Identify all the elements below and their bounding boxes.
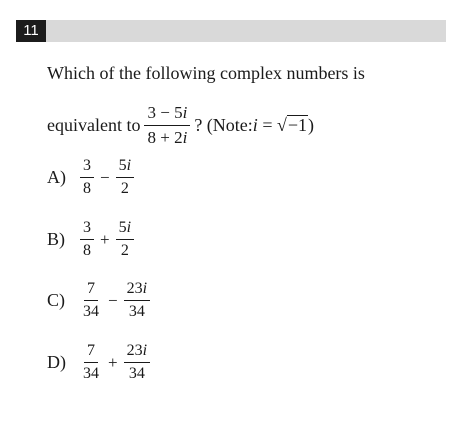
choice-c[interactable] (47, 280, 155, 322)
choice-fraction-2 (124, 342, 150, 384)
question-number: 11 (16, 20, 46, 42)
choice-d[interactable] (47, 342, 155, 384)
denominator: 8 (83, 180, 91, 198)
operator: − (100, 167, 110, 187)
denominator: 34 (128, 303, 145, 321)
numerator: 3 (80, 157, 94, 178)
numerator: 3 (80, 219, 94, 240)
question-stem-line1: Which of the following complex numbers is (47, 63, 365, 83)
denominator: 34 (83, 303, 99, 321)
numerator: 7 (84, 342, 98, 363)
numerator: 23i (124, 280, 150, 301)
stem-prefix: equivalent to (47, 114, 141, 135)
choice-letter: C) (47, 290, 65, 311)
sqrt-icon: √ (276, 114, 287, 135)
denominator: 8 (83, 242, 91, 260)
choice-a[interactable] (47, 157, 139, 199)
note-prefix: ? (Note: (194, 114, 253, 135)
choice-letter: B) (47, 229, 65, 250)
stem-fraction-numerator: 3 − 5i (144, 103, 190, 126)
question-stem-line2 (47, 99, 314, 151)
choice-fraction-1 (80, 157, 94, 199)
denominator: 34 (83, 365, 99, 383)
choice-fraction-1 (80, 219, 94, 261)
note-equals: = (257, 114, 277, 135)
stem-fraction (144, 103, 190, 147)
question-header-bar (16, 20, 446, 42)
note-variable: i (252, 114, 258, 135)
choice-fraction-2 (116, 219, 134, 261)
operator: + (108, 352, 118, 372)
denominator: 2 (120, 242, 129, 260)
note-radicand: −1 (287, 114, 308, 135)
numerator: 5i (116, 219, 134, 240)
numerator: 7 (84, 280, 98, 301)
denominator: 34 (128, 365, 145, 383)
choice-letter: A) (47, 167, 66, 188)
operator: − (108, 290, 118, 310)
choice-b[interactable] (47, 219, 139, 261)
operator: + (100, 229, 110, 249)
denominator: 2 (120, 180, 129, 198)
choice-fraction-1 (80, 342, 102, 384)
choice-fraction-2 (116, 157, 134, 199)
numerator: 23i (124, 342, 150, 363)
choice-letter: D) (47, 352, 66, 373)
numerator: 5i (116, 157, 134, 178)
choice-fraction-1 (80, 280, 102, 322)
stem-fraction-denominator: 8 + 2i (147, 127, 188, 147)
choice-fraction-2 (124, 280, 150, 322)
note-close: ) (308, 114, 315, 135)
